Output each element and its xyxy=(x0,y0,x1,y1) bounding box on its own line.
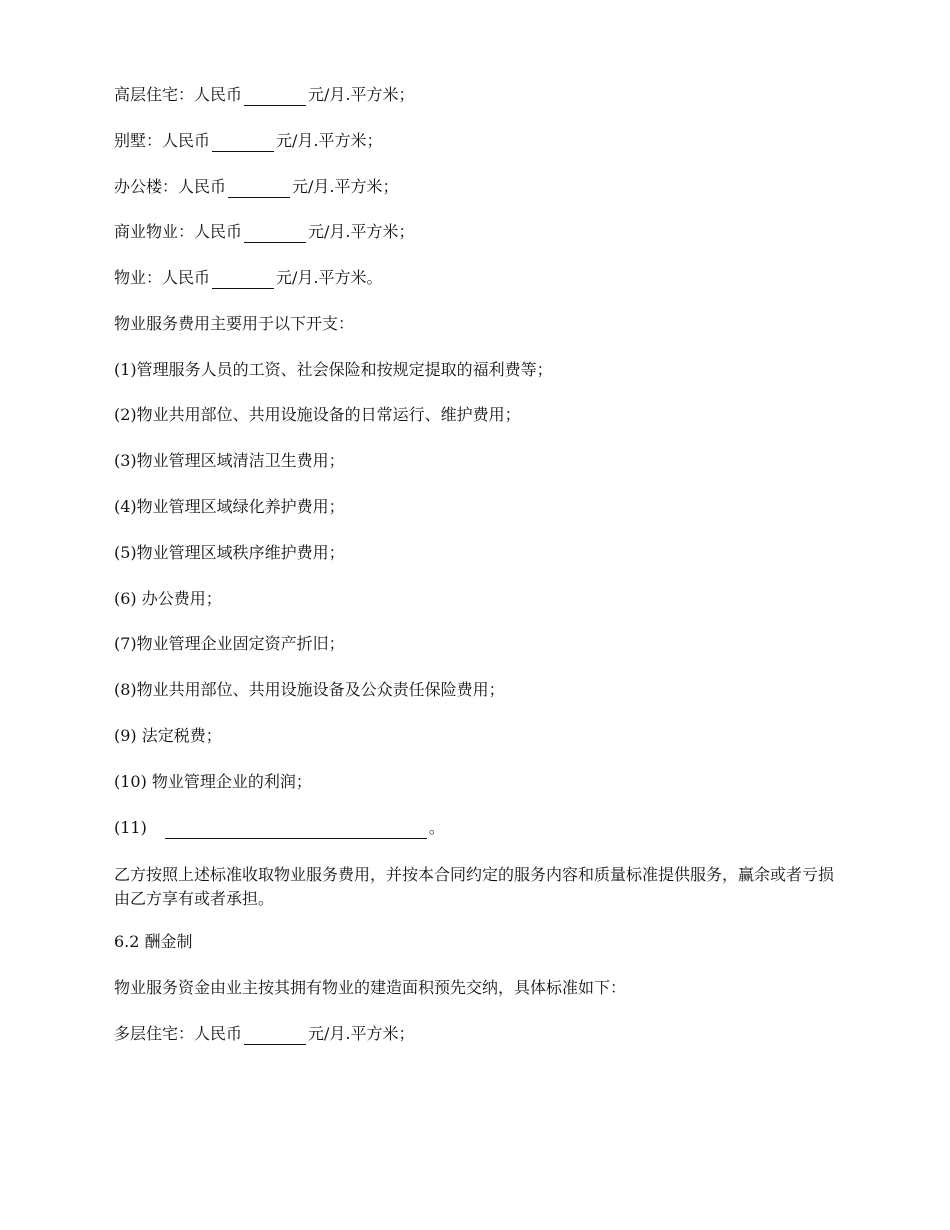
expense-item: (7)物业管理企业固定资产折旧； xyxy=(114,634,345,653)
expense-item: (3)物业管理区域清洁卫生费用； xyxy=(114,451,345,470)
expense-item: (8)物业共用部位、共用设施设备及公众责任保险费用； xyxy=(114,680,505,699)
fee-label: 高层住宅：人民币 xyxy=(114,85,243,104)
fee-line-highrise xyxy=(114,84,415,106)
expenses-intro: 物业服务费用主要用于以下开支： xyxy=(114,314,355,333)
expense-item: (9) 法定税费； xyxy=(114,726,222,745)
fee-label: 物业：人民币 xyxy=(114,268,211,287)
fee-line-commercial xyxy=(114,221,415,243)
section-heading: 6.2 酬金制 xyxy=(114,932,193,951)
expense-item: (2)物业共用部位、共用设施设备的日常运行、维护费用； xyxy=(114,405,521,424)
fee-label: 办公楼：人民币 xyxy=(114,177,227,196)
expense-item-blank xyxy=(114,817,445,839)
expense-item-number: (11) xyxy=(114,818,147,837)
fee-unit: 元/月.平方米； xyxy=(308,222,415,241)
fee-line-office xyxy=(114,176,399,198)
section-intro: 物业服务资金由业主按其拥有物业的建造面积预先交纳，具体标准如下： xyxy=(114,978,627,997)
fee-label: 别墅：人民币 xyxy=(114,131,211,150)
expense-item: (1)管理服务人员的工资、社会保险和按规定提取的福利费等； xyxy=(114,360,553,379)
fee-blank xyxy=(244,85,306,106)
expense-item: (6) 办公费用； xyxy=(114,589,222,608)
fee-label: 商业物业：人民币 xyxy=(114,222,243,241)
expense-item: (4)物业管理区域绿化养护费用； xyxy=(114,497,345,516)
fee-label: 多层住宅：人民币 xyxy=(114,1024,243,1043)
fee-blank xyxy=(228,177,290,198)
fee-unit: 元/月.平方米。 xyxy=(276,268,383,287)
fee-unit: 元/月.平方米； xyxy=(308,85,415,104)
fee-unit: 元/月.平方米； xyxy=(308,1024,415,1043)
fee-blank xyxy=(244,1024,306,1045)
fee-blank xyxy=(244,222,306,243)
fee-blank xyxy=(212,131,274,152)
fee-line-property xyxy=(114,267,383,289)
fee-line-villa xyxy=(114,130,383,152)
expense-item: (10) 物业管理企业的利润； xyxy=(114,772,312,791)
fee-unit: 元/月.平方米； xyxy=(276,131,383,150)
fee-unit: 元/月.平方米； xyxy=(292,177,399,196)
summary-paragraph: 乙方按照上述标准收取物业服务费用，并按本合同约定的服务内容和质量标准提供服务，赢余或者亏损由乙方享有或者承担。 xyxy=(114,865,835,908)
expense-item-end: 。 xyxy=(428,818,445,837)
expense-item: (5)物业管理区域秩序维护费用； xyxy=(114,543,345,562)
expense-blank xyxy=(165,818,427,839)
fee-line-multistorey xyxy=(114,1023,415,1045)
fee-blank xyxy=(212,268,274,289)
